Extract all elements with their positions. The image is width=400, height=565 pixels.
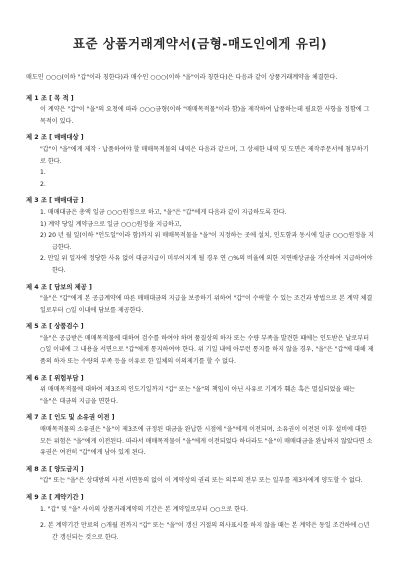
article-8 (26, 464, 374, 487)
article-3-heading: 제 3 조 [ 매매대금 ] (26, 197, 84, 205)
article-2-item-2: 2. (40, 180, 46, 188)
article-3-item-1-sub-2: 2) 20 년 월 일(이하 "인도일"이라 함)까지 위 매매목적물을 "을"이 지정하는 곳에 설치, 인도함과 동시에 일금 ○○○원정을 지급한다. (40, 232, 374, 251)
article-6-body: 위 매매목적물에 대하여 제3조의 인도기일까지 "갑" 또는 "을"의 책임이 아닌 사유로 기계가 훼손 혹은 멸실되었을 때는 "을"은 대금의 지급을 면한다. (40, 386, 355, 405)
article-5-heading: 제 5 조 [ 상품검수 ] (26, 323, 84, 331)
article-1-heading: 제 1 조 [ 목 적 ] (26, 94, 74, 102)
article-9-item-2: 2. 본 계약기간 만료의 ○개월 전까지 "갑" 또는 "을"이 갱신 거절의 의사표시를 하지 않을 때는 본 계약은 동일 조건하에 ○년간 갱신되는 것으로 한다. (40, 522, 370, 541)
article-5 (26, 321, 374, 367)
article-8-heading: 제 8 조 [ 양도금지 ] (26, 465, 84, 473)
article-4-heading: 제 4 조 [ 담보의 제공 ] (26, 283, 92, 291)
article-6-heading: 제 6 조 [ 위험부담 ] (26, 374, 84, 382)
article-7 (26, 412, 374, 458)
article-2-body: "갑"이 "을"에게 제작ㆍ납품하여야 할 매매목적물의 내역은 다음과 같으며, 그 상세한 내역 및 도면은 제작주문서에 첨부하기로 한다. (40, 145, 369, 165)
intro-paragraph: 매도인 ○○○(이하 "갑"이라 칭한다)과 매수인 ○○○(이하 "을"이라 칭한다)은 다음과 같이 상품거래계약을 체결한다. (26, 74, 338, 81)
article-3-item-2: 2. 만일 위 일자에 정당한 사유 없이 대금지급이 미루어지게 될 경우 연 ○%의 비율에 의한 지연배상금을 가산하여 지급하여야 한다. (40, 255, 373, 274)
article-3 (26, 195, 374, 276)
article-2-heading: 제 2 조 [ 매매대상 ] (26, 134, 84, 142)
article-9-item-1: 1. "갑" 및 "을" 사이의 상품거래계약의 기간은 본 계약일로부터 ○○으로 한다. (40, 505, 248, 513)
article-8-body: "갑" 또는 "을"은 상대방의 사전 서면동의 없이 이 계약상의 권리 또는 의무의 전부 또는 일부를 제3자에게 양도할 수 없다. (40, 477, 363, 485)
article-5-body: "을"은 공급받은 매매목적물에 대하여 검수를 하여야 하며 품질상의 하자 또는 수량 부족을 발견한 때에는 인도받은 날로부터 ○일 이내에 그 내용을 서면으로 "갑"에게 통지하여야 한다. 위 기일 내에 아무런 통지를 하지 않을 경우, "을"은 "갑"에 대해 제품의 하자 또는 수량의 부족 등을 이유로 한 일체의 이의제기를 할 수 없다. (40, 334, 374, 366)
article-7-body: 매매목적물의 소유권은 "을"이 제3조에 규정된 대금을 완납한 시점에 "을"에게 이전되며, 소유권이 이전된 이후 설비에 대한 모든 위험은 "을"에게 이전된다. 따라서 매매목적물이 "을"에게 이전되었다 하더라도 "을"이 매매대금을 완납하지 않았다면 소유권은 여전히 "갑"에게 남아 있게 된다. (40, 426, 373, 457)
article-4 (26, 282, 374, 317)
article-9 (26, 492, 374, 543)
article-9-heading: 제 9 조 [ 계약기간 ] (26, 494, 84, 501)
article-1-body: 이 계약은 "갑"이 "을"의 요청에 따라 ○○○금형(이하 "매매목적물"이라 함)을 제작하여 납품하는데 필요한 사항을 정함에 그 목적이 있다. (40, 106, 370, 125)
article-2 (26, 132, 374, 190)
article-2-item-1: 1. (40, 169, 46, 177)
article-3-item-1: 1. 매매대금은 총액 일금 ○○○원정으로 하고, "을"은 "갑"에게 다음과 같이 지급하도록 한다. (40, 208, 287, 216)
article-7-heading: 제 7 조 [ 인도 및 소유권 이전 ] (26, 414, 115, 422)
article-3-item-1-sub-1: 1) 계약 당일 계약금으로 일금 ○○○원정을 지급하고, (40, 220, 182, 228)
article-4-body: "을"은 "갑"에게 본 공급계약에 따른 매매대금의 지급을 보증하기 위하여 "갑"이 수락할 수 있는 조건과 방법으로 본 계약 체결일로부터 ○일 이내에 담보를 제공한다. (40, 295, 373, 314)
article-6 (26, 373, 374, 408)
article-1 (26, 93, 374, 128)
document-title: 표준 상품거래계약서(금형-매도인에게 유리) (72, 36, 328, 51)
